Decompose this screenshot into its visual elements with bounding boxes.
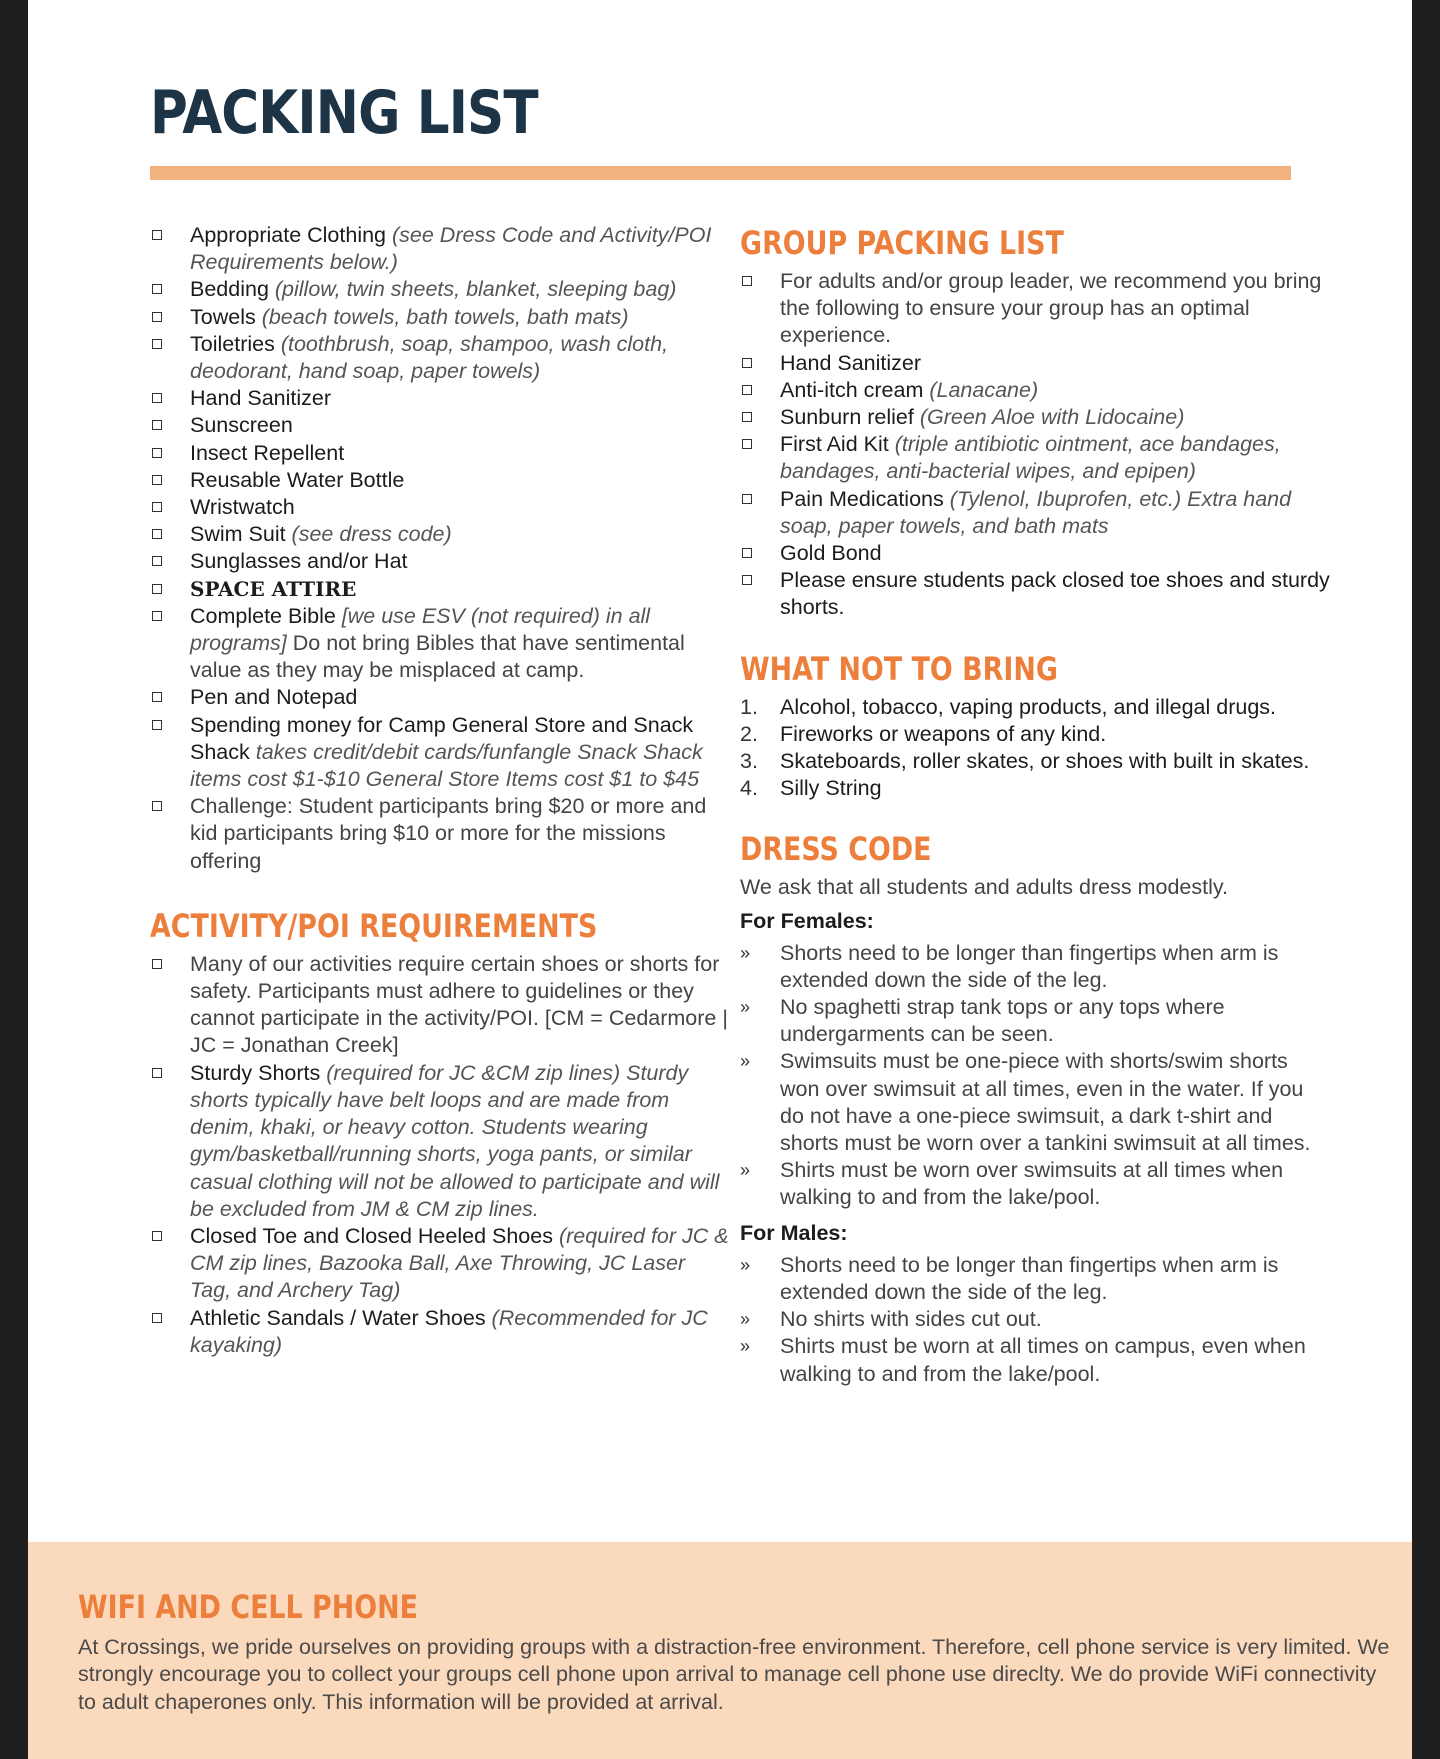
- item-name: Wristwatch: [190, 495, 295, 520]
- checklist-item: [740, 404, 1330, 431]
- chevron-bullet-icon: »: [740, 997, 751, 1018]
- item-detail: (see Dress Code and Activity/POI Requirements below.): [190, 223, 712, 275]
- numbered-item: [740, 721, 1330, 748]
- rule-text: Shirts must be worn over swimsuits at all times when walking to and from the lake/pool.: [780, 1158, 1284, 1210]
- checklist-item: [150, 684, 730, 711]
- checklist-item: [150, 467, 730, 494]
- group-checklist: [740, 268, 1330, 622]
- checklist-item: [150, 1060, 730, 1223]
- item-name: Sunburn relief: [780, 405, 914, 430]
- item-detail: (required for JC & CM zip lines, Bazooka Ball, Axe Throwing, JC Laser Tag, and Archery Tag): [190, 1223, 729, 1303]
- document-page: [28, 0, 1412, 1759]
- checklist-item: [740, 567, 1330, 621]
- item-text: Fireworks or weapons of any kind.: [780, 721, 1107, 746]
- rule-text: Swimsuits must be one-piece with shorts/swim shorts won over swimsuit at all times, even in the water. If you do not have a one-piece swimsuit, a dark t-shirt and shorts must be worn over a tankini swimsuit at all times.: [780, 1049, 1311, 1156]
- checkbox-icon: [152, 448, 162, 458]
- checklist-item: [740, 431, 1330, 485]
- checklist-item: [150, 548, 730, 575]
- chevron-bullet-icon: »: [740, 1051, 751, 1072]
- dress-rule-item: [740, 1157, 1330, 1211]
- checkbox-icon: [152, 1068, 162, 1078]
- item-name: Hand Sanitizer: [780, 350, 922, 375]
- checklist-item: [740, 540, 1330, 567]
- group-section-title: GROUP PACKING LIST: [740, 224, 1064, 262]
- item-detail: (Recommended for JC kayaking): [190, 1305, 708, 1357]
- item-name: Pen and Notepad: [190, 685, 358, 710]
- wifi-text: At Crossings, we pride ourselves on providing groups with a distraction-free environment. Therefore, cell phone service is very limited. We strongly encourage you to collect your groups cell phone upon arrival to manage cell phone use direclty. We do provide WiFi connectivity to adult chaperones only. This information will be provided at arrival.: [78, 1635, 1390, 1714]
- checkbox-icon: [742, 276, 752, 286]
- item-detail: (triple antibiotic ointment, ace bandages, bandages, anti-bacterial wipes, and epipen): [780, 432, 1281, 484]
- item-name: Gold Bond: [780, 541, 882, 566]
- dress-intro: We ask that all students and adults dress modestly.: [740, 875, 1228, 900]
- item-name: First Aid Kit: [780, 432, 889, 457]
- item-name: Pain Medications: [780, 486, 944, 511]
- packing-checklist: [150, 222, 730, 875]
- chevron-bullet-icon: »: [740, 1254, 751, 1275]
- item-name: Athletic Sandals / Water Shoes: [190, 1305, 486, 1330]
- item-name: Toiletries: [190, 331, 275, 356]
- numbered-item: [740, 748, 1330, 775]
- item-detail: (see dress code): [285, 522, 452, 547]
- item-note: Do not bring Bibles that have sentimental value as they may be misplaced at camp.: [190, 631, 685, 683]
- checkbox-icon: [152, 312, 162, 322]
- item-name: Complete Bible: [190, 603, 336, 628]
- checklist-item: [150, 603, 730, 685]
- checkbox-icon: [152, 529, 162, 539]
- page-title: PACKING LIST: [150, 78, 538, 148]
- female-dress-list: [740, 940, 1330, 1212]
- item-note: Many of our activities require certain shoes or shorts for safety. Participants must adhere to guidelines or they cannot participate in the activity/POI. [CM = Cedarmore | JC = Jonathan Creek]: [190, 951, 728, 1058]
- item-detail: [we use ESV (not required) in all programs]: [190, 603, 651, 656]
- item-text: Alcohol, tobacco, vaping products, and illegal drugs.: [780, 694, 1277, 719]
- checkbox-icon: [742, 358, 752, 368]
- item-name: SPACE ATTIRE: [190, 576, 357, 601]
- checklist-item: [740, 377, 1330, 404]
- checkbox-icon: [152, 556, 162, 566]
- item-detail: (Green Aloe with Lidocaine): [913, 405, 1185, 430]
- dress-rule-item: [740, 1048, 1330, 1157]
- checkbox-icon: [742, 385, 752, 395]
- chevron-bullet-icon: »: [740, 942, 751, 963]
- item-text: Skateboards, roller skates, or shoes with built in skates.: [780, 749, 1310, 774]
- left-column: [150, 222, 730, 1359]
- activity-section-title: ACTIVITY/POI REQUIREMENTS: [150, 906, 598, 945]
- item-number: 3.: [740, 749, 758, 774]
- item-name: Hand Sanitizer: [190, 386, 332, 411]
- item-name: Please ensure students pack closed toe shoes and sturdy shorts.: [780, 568, 1330, 620]
- rule-text: Shorts need to be longer than fingertips when arm is extended down the side of the leg.: [780, 1252, 1279, 1304]
- checkbox-icon: [152, 393, 162, 403]
- checklist-item: [150, 1223, 730, 1305]
- checklist-item: [150, 304, 730, 331]
- wifi-footer: [28, 1542, 1412, 1759]
- dress-rule-item: [740, 994, 1330, 1048]
- chevron-bullet-icon: »: [740, 1336, 751, 1357]
- checkbox-icon: [742, 494, 752, 504]
- checkbox-icon: [152, 339, 162, 349]
- rule-text: Shorts need to be longer than fingertips when arm is extended down the side of the leg.: [780, 940, 1279, 992]
- checklist-item: [150, 331, 730, 385]
- checklist-item: [740, 486, 1330, 540]
- dress-section-title: DRESS CODE: [740, 830, 932, 869]
- item-name: Sunglasses and/or Hat: [190, 549, 408, 574]
- item-number: 2.: [740, 721, 758, 746]
- right-column: [740, 222, 1330, 1388]
- item-number: 4.: [740, 776, 758, 801]
- males-label: For Males:: [740, 1220, 848, 1245]
- checklist-item: [150, 576, 730, 603]
- checklist-item: [150, 951, 730, 1060]
- item-detail: (toothbrush, soap, shampoo, wash cloth, deodorant, hand soap, paper towels): [190, 331, 669, 384]
- item-name: Insect Repellent: [190, 440, 345, 465]
- item-detail: (beach towels, bath towels, bath mats): [255, 304, 629, 329]
- item-note: For adults and/or group leader, we recommend you bring the following to ensure your group has an optimal experience.: [780, 269, 1322, 348]
- item-name: Reusable Water Bottle: [190, 467, 405, 492]
- numbered-item: [740, 775, 1330, 802]
- activity-checklist: [150, 951, 730, 1359]
- checklist-item: [150, 276, 730, 303]
- dress-rule-item: [740, 1306, 1330, 1333]
- dress-rule-item: [740, 1252, 1330, 1306]
- item-name: Swim Suit: [190, 522, 286, 547]
- item-name: Towels: [190, 304, 256, 329]
- checkbox-icon: [152, 692, 162, 702]
- checklist-item: [150, 494, 730, 521]
- checkbox-icon: [742, 548, 752, 558]
- checkbox-icon: [152, 420, 162, 430]
- item-detail: (required for JC &CM zip lines) Sturdy shorts typically have belt loops and are made from denim, khaki, or heavy cotton. Students wearing gym/basketball/running shorts, yoga pants, or similar casual clothing will not be allowed to participate and will be excluded from JM & CM zip lines.: [190, 1060, 720, 1221]
- item-detail: (Lanacane): [923, 377, 1039, 402]
- male-dress-list: [740, 1252, 1330, 1388]
- females-label: For Females:: [740, 908, 874, 933]
- checkbox-icon: [152, 475, 162, 485]
- item-name: Closed Toe and Closed Heeled Shoes: [190, 1223, 553, 1248]
- checklist-item: [150, 440, 730, 467]
- checkbox-icon: [152, 959, 162, 969]
- item-name: Spending money for Camp General Store and Snack Shack: [190, 712, 694, 764]
- checkbox-icon: [152, 1313, 162, 1323]
- checkbox-icon: [152, 801, 162, 811]
- checklist-item: [150, 222, 730, 276]
- checklist-item: [150, 412, 730, 439]
- not-bring-section-title: WHAT NOT TO BRING: [740, 649, 1058, 688]
- item-name: Sturdy Shorts: [190, 1060, 321, 1085]
- checkbox-icon: [152, 502, 162, 512]
- item-note: Challenge: Student participants bring $20 or more and kid participants bring $10 or more for the missions offering: [190, 794, 707, 873]
- checklist-item: [740, 350, 1330, 377]
- checklist-item: [150, 712, 730, 794]
- item-detail: (Tylenol, Ibuprofen, etc.) Extra hand soap, paper towels, and bath mats: [780, 486, 1292, 538]
- chevron-bullet-icon: »: [740, 1160, 751, 1181]
- checklist-item: [150, 385, 730, 412]
- item-name: Appropriate Clothing: [190, 223, 387, 247]
- checkbox-icon: [152, 584, 162, 594]
- rule-text: Shirts must be worn at all times on campus, even when walking to and from the lake/pool.: [780, 1334, 1306, 1386]
- checkbox-icon: [152, 611, 162, 621]
- checkbox-icon: [742, 575, 752, 585]
- checklist-item: [150, 1305, 730, 1359]
- title-divider: [150, 166, 1291, 180]
- item-detail: takes credit/debit cards/funfangle Snack Shack items cost $1-$10 General Store Items cost $1 to $45: [190, 739, 703, 792]
- wifi-section-title: WIFI AND CELL PHONE: [78, 1588, 418, 1626]
- item-name: Bedding: [190, 277, 269, 302]
- checklist-item: [740, 268, 1330, 350]
- item-name: Anti-itch cream: [780, 377, 924, 402]
- checkbox-icon: [152, 720, 162, 730]
- checkbox-icon: [742, 412, 752, 422]
- rule-text: No spaghetti strap tank tops or any tops where undergarments can be seen.: [780, 995, 1225, 1047]
- checklist-item: [150, 521, 730, 548]
- item-name: Sunscreen: [190, 413, 293, 438]
- checkbox-icon: [152, 284, 162, 294]
- checklist-item: [150, 793, 730, 875]
- checkbox-icon: [152, 1231, 162, 1241]
- item-text: Silly String: [780, 776, 882, 801]
- chevron-bullet-icon: »: [740, 1309, 751, 1330]
- rule-text: No shirts with sides cut out.: [780, 1307, 1042, 1332]
- dress-rule-item: [740, 1333, 1330, 1387]
- checkbox-icon: [742, 439, 752, 449]
- item-detail: (pillow, twin sheets, blanket, sleeping bag): [268, 277, 677, 302]
- numbered-item: [740, 694, 1330, 721]
- item-number: 1.: [740, 694, 758, 719]
- not-bring-list: [740, 694, 1330, 803]
- checkbox-icon: [152, 230, 162, 240]
- dress-rule-item: [740, 940, 1330, 994]
